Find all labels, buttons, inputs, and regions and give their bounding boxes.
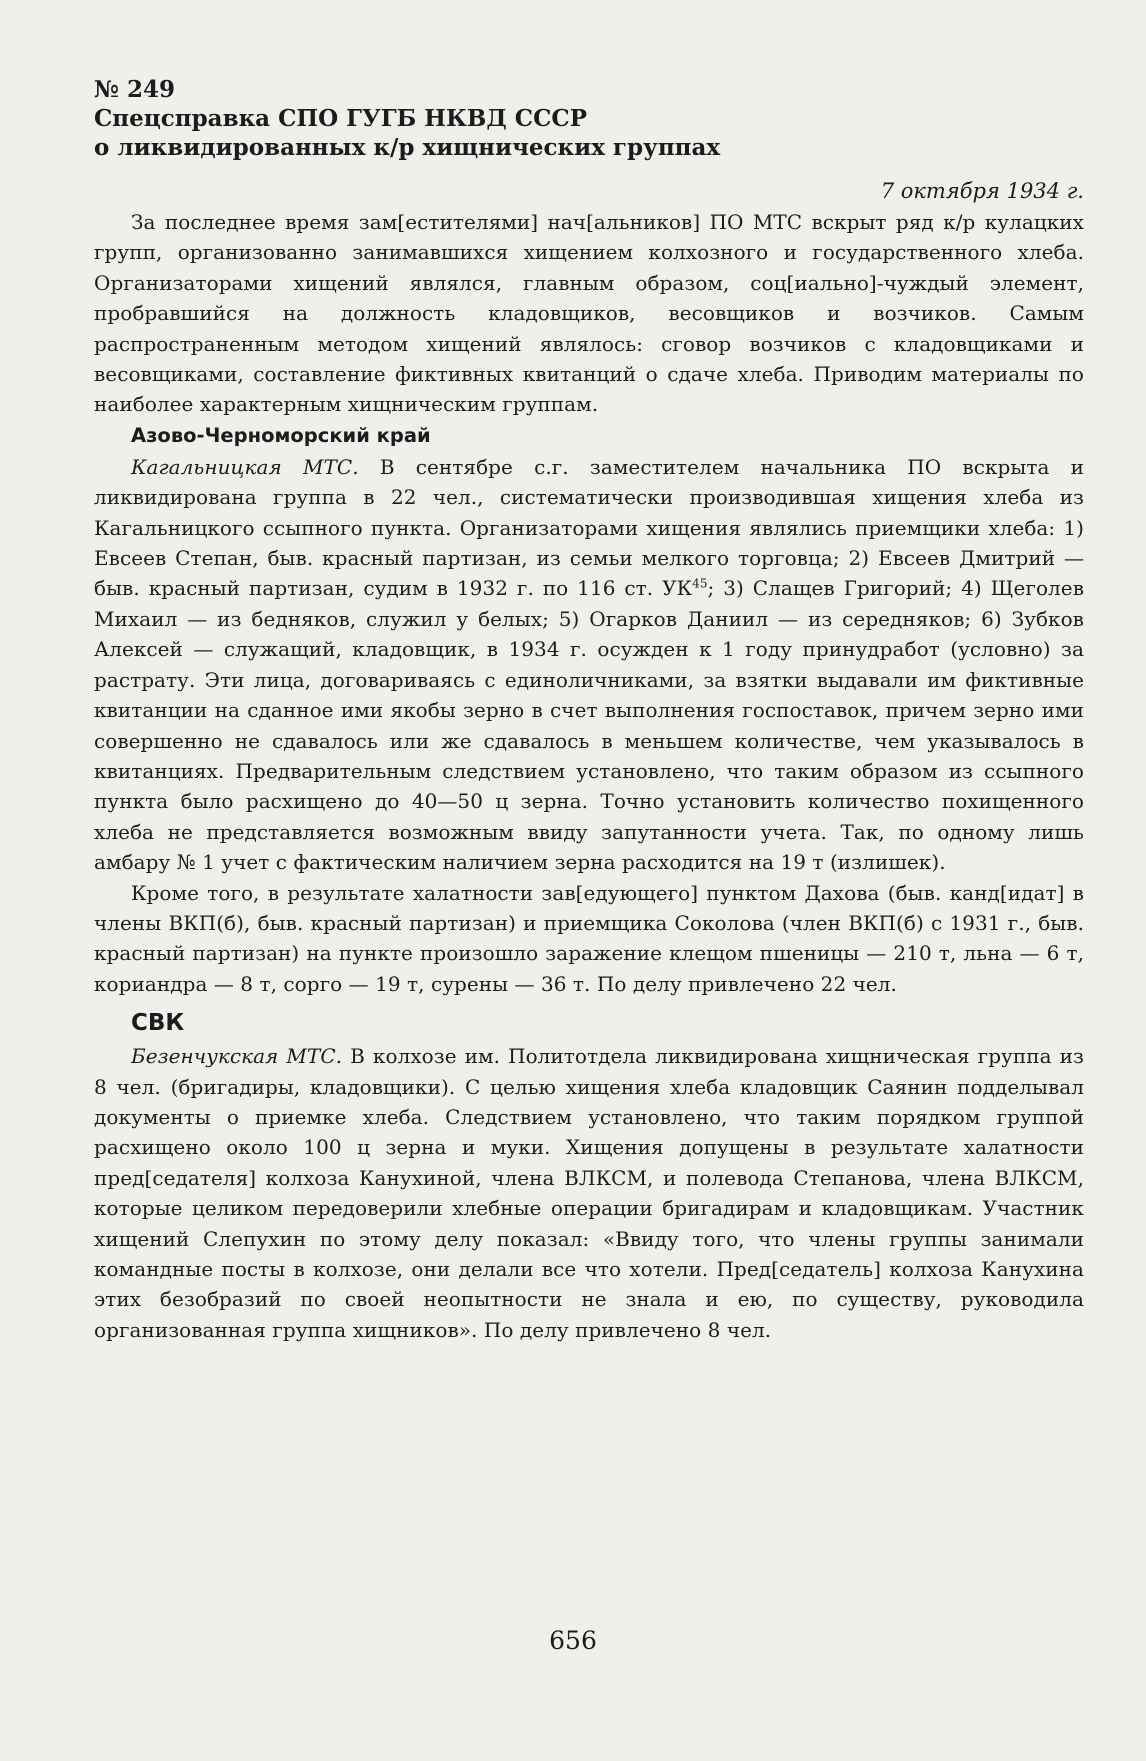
document-number: № 249 xyxy=(94,76,176,103)
document-title-line-1: Спецсправка СПО ГУГБ НКВД СССР xyxy=(94,105,588,132)
page-number: 656 xyxy=(549,1626,597,1655)
section-heading-svk: СВК xyxy=(131,1010,185,1037)
document-title-line-2: о ликвидированных к/р хищнических группах xyxy=(94,134,721,161)
document-date: 7 октября 1934 г. xyxy=(880,179,1084,203)
section-azov-text-b: ; 3) Слащев Григорий; 4) Щеголев Михаил — из бедняков, служил у белых; 5) Огарков Даниил — из середняков; 6) Зубков Алексей — служащий, кладовщик, в 1934 г. осужден к 1 году принудработ (условно) за растрату. Эти лица, договариваясь с единоличниками, за взятки выдавали им фиктивные квитанции на сданное ими якобы зерно в счет выполнения госпоставок, причем зерно ими совершенно не сдавалось или же сдавалось в меньшем количестве, чем указывалось в квитанциях. Предварительным следствием установлено, что таким образом из ссыпного пункта было расхищено до 40—50 ц зерна. Точно установить количество похищенного хлеба не представляется возможным ввиду запутанности учета. Так, по одному лишь амбару № 1 учет с фактическим наличием зерна расходится на 19 т (излишек). xyxy=(94,576,1085,875)
section-azov-text-a: В сентябре с.г. заместителем начальника ПО вскрыта и ликвидирована группа в 22 чел., систематически производившая хищения хлеба из Кагальницкого ссыпного пункта. Организаторами хищения являлись приемщики хлеба: 1) Евсеев Степан, быв. красный партизан, из семьи мелкого торговца; 2) Евсеев Дмитрий — быв. красный партизан, судим в 1932 г. по 116 ст. УК xyxy=(94,454,1084,601)
intro-paragraph: За последнее время зам[естителями] нач[альников] ПО МТС вскрыт ряд к/р кулацких групп, организованно занимавшихся хищением колхозного и государственного хлеба. Организаторами хищений являлся, главным образом, соц[иально]-чуждый элемент, пробравшийся на должность кладовщиков, весовщиков и возчиков. Самым распространенным методом хищений являлось: сговор возчиков с кладовщиками и весовщиками, составление фиктивных квитанций о сдаче хлеба. Приводим материалы по наиболее характерным хищническим группам. xyxy=(94,210,1084,417)
footnote-marker: 45 xyxy=(692,576,708,591)
document-page xyxy=(94,70,1084,1345)
section-heading-azov: Азово-Черноморский край xyxy=(131,423,431,447)
section-azov-paragraph-2: Кроме того, в результате халатности зав[едующего] пунктом Дахова (быв. канд[идат] в члены ВКП(б), быв. красный партизан) и приемщика Соколова (член ВКП(б) с 1931 г., быв. красный партизан) на пункте произошло заражение клещом пшеницы — 210 т, льна — 6 т, кориандра — 8 т, сорго — 19 т, сурены — 36 т. По делу привлечено 22 чел. xyxy=(94,880,1084,996)
section-svk-paragraph-1 xyxy=(94,1041,1084,1345)
section-azov-paragraph-1 xyxy=(94,452,1084,878)
mts-name-bezenchukskaya: Безенчукская МТС. xyxy=(131,1044,343,1069)
section-svk-text: В колхозе им. Политотдела ликвидирована хищническая группа из 8 чел. (бригадиры, кладовщики). С целью хищения хлеба кладовщик Саянин подделывал документы о приемке хлеба. Следствием установлено, что таким порядком группой расхищено около 100 ц зерна и муки. Хищения допущены в результате халатности пред[седателя] колхоза Канухиной, члена ВЛКСМ, и полевода Степанова, члена ВЛКСМ, которые целиком передоверили хлебные операции бригадирам и кладовщикам. Участник хищений Слепухин по этому делу показал: «Ввиду того, что члены группы занимали командные посты в колхозе, они делали все что хотели. Пред[седатель] колхоза Канухина этих безобразий по своей неопытности не знала и ею, по существу, руководила организованная группа хищников». По делу привлечено 8 чел. xyxy=(94,1044,1084,1342)
mts-name-kagalnitskaya: Кагальницкая МТС. xyxy=(131,454,359,479)
